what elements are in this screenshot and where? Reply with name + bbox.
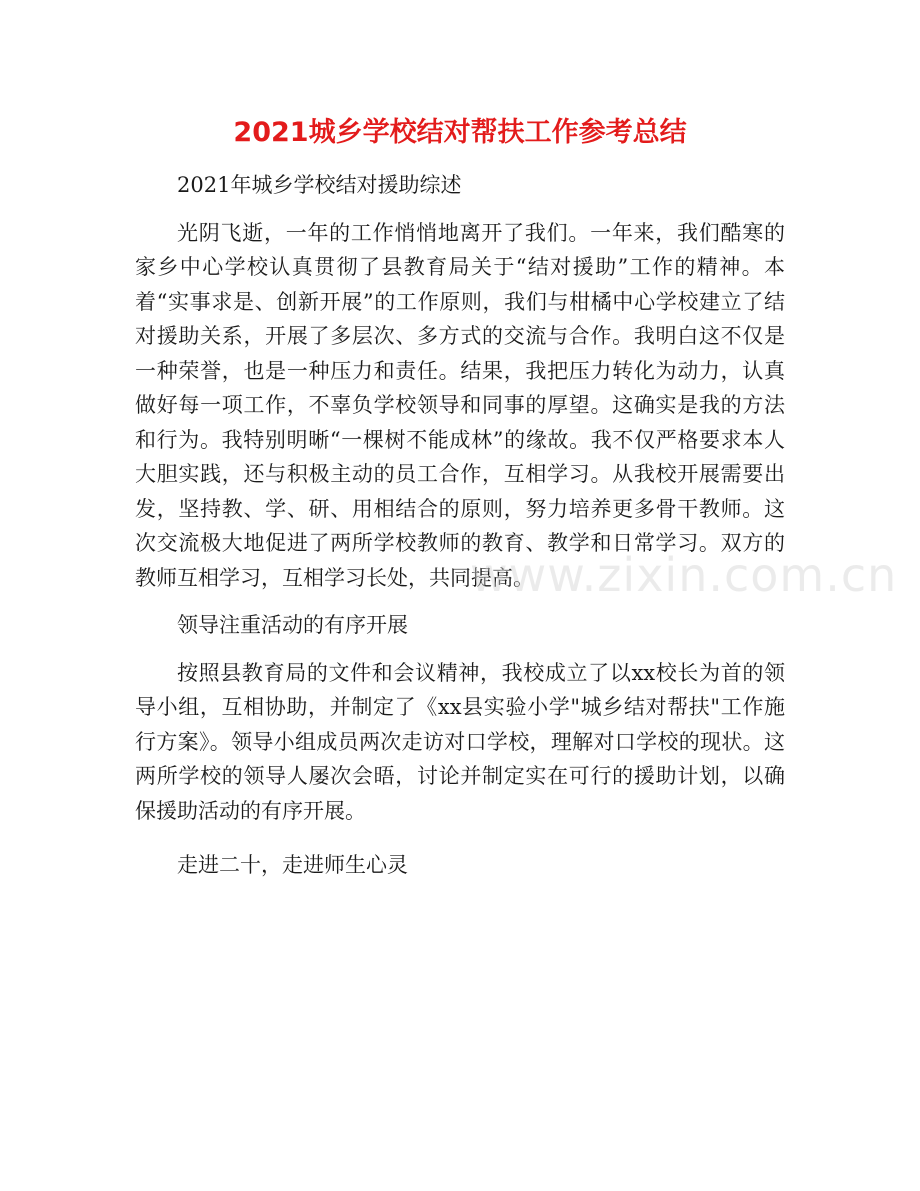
document-title: 2021城乡学校结对帮扶工作参考总结: [233, 117, 687, 148]
paragraph-leadership: 按照县教育局的文件和会议精神，我校成立了以xx校长为首的领导小组，互相协助，并制定了《xx县实验小学"城乡结对帮扶"工作施行方案》。领导小组成员两次走访对口学校，理解对口学校的现状。这两所学校的领导人屡次会晤，讨论并制定实在可行的援助计划，以确保援助活动的有序开展。: [135, 660, 785, 823]
document-body: [135, 168, 785, 883]
paragraph-overview: 光阴飞逝，一年的工作悄悄地离开了我们。一年来，我们酷寒的家乡中心学校认真贯彻了县教育局关于“结对援助”工作的精神。本着“实事求是、创新开展”的工作原则，我们与柑橘中心学校建立了结对援助关系，开展了多层次、多方式的交流与合作。我明白这不仅是一种荣誉，也是一种压力和责任。结果，我把压力转化为动力，认真做好每一项工作，不辜负学校领导和同事的厚望。这确实是我的方法和行为。我特别明晰“一棵树不能成林”的缘故。我不仅严格要求本人大胆实践，还与积极主动的员工合作，互相学习。从我校开展需要出发，坚持教、学、研、用相结合的原则，努力培养更多骨干教师。这次交流极大地促进了两所学校教师的教育、教学和日常学习。双方的教师互相学习，互相学习长处，共同提高。: [135, 220, 785, 590]
section-heading-approach: 走进二十，走进师生心灵: [177, 853, 408, 877]
watermark: www.zixin.com.cn: [470, 548, 898, 602]
section-heading-summary: 2021年城乡学校结对援助综述: [177, 173, 462, 197]
section-heading-leadership: 领导注重活动的有序开展: [177, 613, 408, 637]
